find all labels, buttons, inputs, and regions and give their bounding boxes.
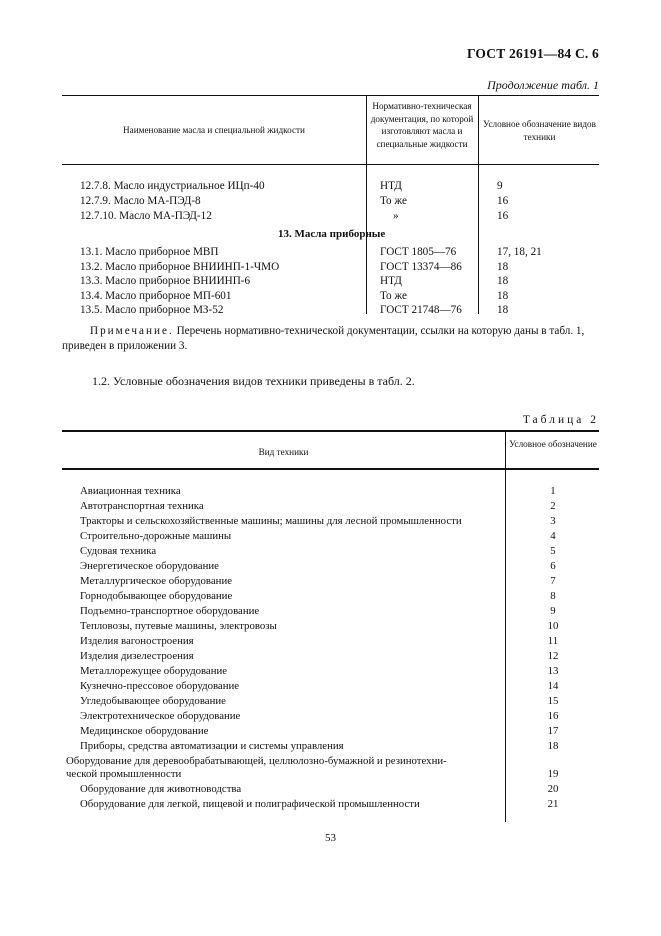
table-cell-doc: ГОСТ 21748—76 <box>380 304 462 316</box>
table-cell-doc: ГОСТ 1805—76 <box>380 246 457 258</box>
table1-col-doc-header: Нормативно-техническая документация, по которой изготовляют масла и специальные жидкости <box>370 101 474 149</box>
table-row: 13.2. Масло приборное ВНИИНП-1-ЧМО <box>80 261 280 273</box>
list-item: Приборы, средства автоматизации и системы управления <box>80 740 344 752</box>
table-cell-code: 18 <box>497 304 509 316</box>
list-item-continuation: ческой промышленности <box>66 768 182 780</box>
table1-col-name-header: Наименование масла и специальной жидкости <box>123 125 305 135</box>
list-item: Угледобывающее оборудование <box>80 695 226 707</box>
table-cell-code: 18 <box>497 261 509 273</box>
list-item-code: 4 <box>550 530 556 542</box>
list-item-code: 5 <box>550 545 556 557</box>
list-item-code: 17 <box>547 725 559 737</box>
list-item-code: 18 <box>547 740 559 752</box>
list-item: Горнодобывающее оборудование <box>80 590 233 602</box>
table-row: 13.4. Масло приборное МП-601 <box>80 290 232 302</box>
table1-top-rule <box>62 95 599 96</box>
list-item-code: 15 <box>547 695 559 707</box>
table1-col-divider-2 <box>478 95 479 314</box>
list-item: Оборудование для легкой, пищевой и полиграфической промышленности <box>80 798 420 810</box>
table1-col-divider-1 <box>366 95 367 314</box>
list-item-code: 7 <box>550 575 556 587</box>
table2-col-type-header: Вид техники <box>258 447 309 457</box>
list-item-code: 9 <box>550 605 556 617</box>
list-item-code: 14 <box>547 680 559 692</box>
list-item: Металлорежущее оборудование <box>80 665 228 677</box>
table-row: 12.7.8. Масло индустриальное ИЦп-40 <box>80 180 265 192</box>
table-row: 13.5. Масло приборное МЗ-52 <box>80 304 224 316</box>
table-row: 12.7.9. Масло МА-ПЭД-8 <box>80 195 201 207</box>
table-cell-code: 18 <box>497 290 509 302</box>
list-item-code: 13 <box>547 665 559 677</box>
list-item: Оборудование для деревообрабатывающей, целлюлозно-бумажной и резинотехни- <box>66 755 447 767</box>
table-row: 12.7.10. Масло МА-ПЭД-12 <box>80 210 212 222</box>
table-cell-doc: ГОСТ 13374—86 <box>380 261 462 273</box>
list-item-code: 8 <box>550 590 556 602</box>
list-item-code: 20 <box>547 783 559 795</box>
list-item: Авиационная техника <box>80 485 181 497</box>
document-header: ГОСТ 26191—84 С. 6 <box>466 46 599 61</box>
note-label: Примечание. <box>90 325 174 337</box>
list-item: Изделия дизелестроения <box>80 650 194 662</box>
list-item-code: 1 <box>550 485 556 497</box>
list-item-code: 21 <box>547 798 559 810</box>
list-item: Строительно-дорожные машины <box>80 530 232 542</box>
list-item-code: 16 <box>547 710 559 722</box>
list-item: Оборудование для животноводства <box>80 783 242 795</box>
table2-top-rule <box>62 430 599 432</box>
list-item-code: 2 <box>550 500 556 512</box>
list-item-code: 6 <box>550 560 556 572</box>
table2-col-code-header: Условное обозначение <box>509 439 597 449</box>
table-cell-code: 17, 18, 21 <box>497 246 542 258</box>
list-item: Металлургическое оборудование <box>80 575 233 587</box>
list-item-code: 3 <box>550 515 556 527</box>
list-item-code: 19 <box>547 768 559 780</box>
table-row: 13.1. Масло приборное МВП <box>80 246 219 258</box>
list-item: Кузнечно-прессовое оборудование <box>80 680 240 692</box>
table-cell-doc: То же <box>380 290 407 302</box>
list-item: Подъемно-транспортное оборудование <box>80 605 260 617</box>
table-cell-code: 9 <box>497 180 503 192</box>
table1-header-rule <box>62 164 599 165</box>
table1-col-code-header: Условное обозначение видов техники <box>483 119 596 142</box>
list-item: Изделия вагоностроения <box>80 635 194 647</box>
table1-note <box>62 324 599 354</box>
list-item: Автотранспортная техника <box>80 500 204 512</box>
table2-header-rule <box>62 468 599 470</box>
list-item: Энергетическое оборудование <box>80 560 219 572</box>
table-cell-doc: НТД <box>380 275 402 287</box>
note-text: Перечень нормативно-технической документации, ссылки на которую даны в табл. 1, приведен в приложении 3. <box>62 325 585 352</box>
list-item: Тепловозы, путевые машины, электровозы <box>80 620 277 632</box>
table-cell-code: 18 <box>497 275 509 287</box>
table-continuation-label: Продолжение табл. 1 <box>487 78 599 92</box>
list-item-code: 12 <box>547 650 559 662</box>
list-item: Судовая техника <box>80 545 157 557</box>
table-cell-doc: То же <box>380 195 407 207</box>
list-item-code: 10 <box>547 620 559 632</box>
table2-title: Таблица 2 <box>522 414 599 426</box>
table-row: 13.3. Масло приборное ВНИИНП-6 <box>80 275 251 287</box>
section-paragraph: 1.2. Условные обозначения видов техники приведены в табл. 2. <box>92 374 415 388</box>
table1-section-heading: 13. Масла приборные <box>278 228 386 240</box>
list-item: Тракторы и сельскохозяйственные машины; машины для лесной промышленности <box>80 515 462 527</box>
list-item-code: 11 <box>547 635 559 647</box>
table-cell-doc: » <box>393 210 399 222</box>
list-item: Электротехническое оборудование <box>80 710 241 722</box>
list-item: Медицинское оборудование <box>80 725 209 737</box>
table-cell-code: 16 <box>497 195 509 207</box>
table-cell-doc: НТД <box>380 180 402 192</box>
table-cell-code: 16 <box>497 210 509 222</box>
page-number: 53 <box>325 832 336 844</box>
